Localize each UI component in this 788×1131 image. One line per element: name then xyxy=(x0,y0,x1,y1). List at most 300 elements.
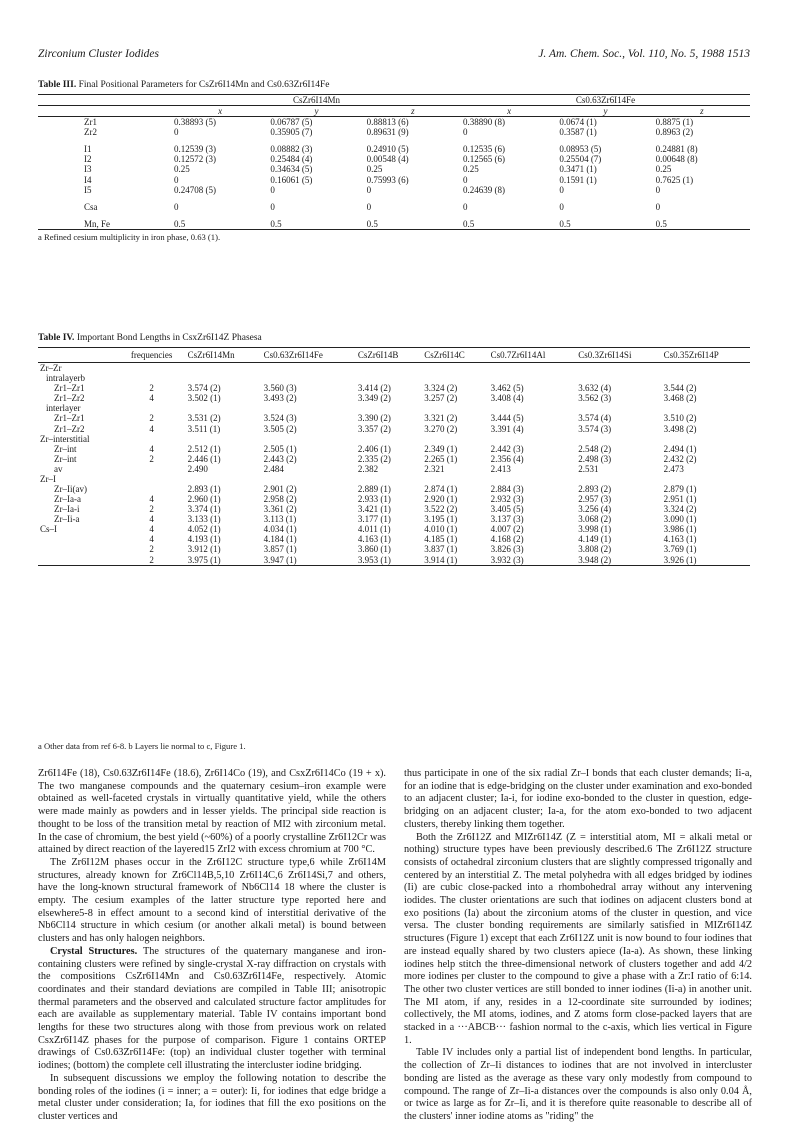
table4-cell xyxy=(576,373,661,383)
table4-cell: 4.163 (1) xyxy=(663,534,697,545)
table3-cell: 0.7625 (1) xyxy=(655,174,694,185)
table4-cell: 3.857 (1) xyxy=(263,544,297,555)
table4-column-head: CsZr6I14B xyxy=(356,348,422,363)
table3-cell: 0.38893 (5) xyxy=(174,117,216,128)
table3-caption xyxy=(38,80,330,90)
table4-row-label xyxy=(38,544,118,554)
table4-cell xyxy=(262,403,356,413)
table3-axis-head: z xyxy=(654,106,750,117)
table3-row xyxy=(38,154,750,164)
table3-cell: 0.00648 (8) xyxy=(655,154,698,165)
table3-group-head: CsZr6I14Mn xyxy=(172,95,461,106)
table4-cell: 3.524 (3) xyxy=(263,413,297,424)
paragraph: thus participate in one of the six radial Zr–I bonds that each cluster demands; Ii-a, for an iodine that is edge-bridging on the cluster under examination and exo-bonded to an adjacent cluster; Ia-i, for iodine exo-bonded to the cluster in question, edge-bridging on an adjacent cluster; Ia-a, for the atom exo-bonded to two adjacent clusters, thereby linking them together. xyxy=(404,768,752,830)
table4-row-label: Zr–Ia-a xyxy=(54,494,81,505)
table4-title: Important Bond Lengths in CsxZr6I14Z Phasesa xyxy=(76,333,262,343)
table3-axis-head: y xyxy=(557,106,653,117)
table4-row xyxy=(38,413,750,423)
table3-gap xyxy=(38,195,750,202)
table4-cell: 3.444 (5) xyxy=(490,413,524,424)
table3-footnote: a Refined cesium multiplicity in iron phase, 0.63 (1). xyxy=(38,232,221,242)
table4-cell: 3.257 (2) xyxy=(424,393,458,404)
table3-row xyxy=(38,219,750,230)
table4-cell: 4.163 (1) xyxy=(357,534,391,545)
table4-frequency: 2 xyxy=(149,504,154,515)
table4-cell: 3.932 (3) xyxy=(489,555,577,566)
table4-cell xyxy=(422,363,488,374)
table4-row-label xyxy=(38,555,118,566)
table4-row xyxy=(38,474,750,484)
table3-cell: 0.16061 (5) xyxy=(270,174,313,185)
table4-row xyxy=(38,424,750,434)
table4-row-label: Zr–Ia-i xyxy=(54,504,80,515)
table4-cell: 2.932 (3) xyxy=(490,494,524,505)
table4-cell: 3.374 (1) xyxy=(187,504,221,515)
table3-cell: 0 xyxy=(559,201,564,212)
table4-row-label: Cs–I xyxy=(40,524,58,535)
table4-row-label: interlayer xyxy=(46,403,81,414)
table4-cell: 3.769 (1) xyxy=(663,544,697,555)
table4-column-head: frequencies xyxy=(118,348,186,363)
table4-cell xyxy=(662,434,750,444)
table4-frequency: 2 xyxy=(149,544,154,555)
table4-cell: 3.256 (4) xyxy=(578,504,612,515)
table3-cell: 0 xyxy=(366,201,372,212)
table4-row xyxy=(38,383,750,393)
table4-row-label: Zr1–Zr1 xyxy=(54,413,85,424)
table4-cell: 2.958 (2) xyxy=(263,494,297,505)
table3-cell: 0.5 xyxy=(557,219,653,230)
table3-cell: 0.24881 (8) xyxy=(655,144,698,155)
table4-cell xyxy=(262,373,356,383)
table4-column-head xyxy=(38,348,118,363)
table4-row xyxy=(38,393,750,403)
table4-cell: 3.531 (2) xyxy=(187,413,221,424)
table3-cell: 0 xyxy=(174,174,179,185)
running-header xyxy=(38,48,750,64)
table4-frequency xyxy=(118,363,186,374)
paragraph: Table IV includes only a partial list of independent bond lengths. In particular, the collection of Zr–Ii distances to iodines that are not involved in intercluster bonding are listed as the average as these vary only modestly from compound to compound. The range of Zr–Ii-a distances over the compounds is also only 0.04 Å, or twice as large as for Zr–Ii, and it is therefore quite reasonable to describe all of the clusters' inner iodine atoms as "riding" the xyxy=(404,1047,752,1122)
table4-cell: 3.510 (2) xyxy=(663,413,697,424)
table4-cell: 3.421 (1) xyxy=(357,504,391,515)
table4-cell xyxy=(662,373,750,383)
running-header-citation: J. Am. Chem. Soc., Vol. 110, No. 5, 1988 1513 xyxy=(538,48,750,60)
table3-atom-label: I4 xyxy=(84,174,92,185)
table3-cell: 0 xyxy=(655,184,661,195)
table3-cell: 0.88813 (6) xyxy=(366,117,409,128)
table4-cell: 2.957 (3) xyxy=(578,494,612,505)
table4-cell: 3.975 (1) xyxy=(186,555,262,566)
table4-cell: 3.574 (2) xyxy=(187,383,221,394)
table3-cell: 0.08953 (5) xyxy=(559,144,602,155)
table4-row xyxy=(38,524,750,534)
table3-row xyxy=(38,164,750,174)
table4-cell: 4.168 (2) xyxy=(490,534,524,545)
table4-cell: 2.413 xyxy=(490,463,511,474)
table4-cell xyxy=(662,403,750,413)
table4-cell xyxy=(489,403,577,413)
table4-cell: 2.473 xyxy=(663,463,684,474)
table4-cell: 3.414 (2) xyxy=(357,383,391,394)
table4-cell: 2.901 (2) xyxy=(263,484,297,495)
table4-cell: 2.951 (1) xyxy=(663,494,697,505)
table4-frequency: 4 xyxy=(149,393,154,404)
table3-cell: 0 xyxy=(462,127,468,138)
table4-cell: 3.826 (3) xyxy=(490,544,524,555)
table4-cell: 3.947 (1) xyxy=(262,555,356,566)
table3-cell: 0.24910 (5) xyxy=(366,144,409,155)
table3-label: Table III. xyxy=(38,80,77,90)
table3-cell: 0.24708 (5) xyxy=(174,184,216,195)
table3-cell: 0 xyxy=(559,184,564,195)
table4-cell: 2.494 (1) xyxy=(663,443,697,454)
table4-cell: 3.321 (2) xyxy=(424,413,458,424)
table3-cell: 0.25504 (7) xyxy=(559,154,602,165)
table4-cell: 3.948 (2) xyxy=(576,555,661,566)
left-column xyxy=(38,768,386,1124)
table4-frequency xyxy=(118,474,186,484)
paragraph-text: The structures of the quaternary manganese and iron-containing clusters were refined by single-crystal X-ray diffraction on crystals with the compositions CsZr6I14Mn and Cs0.63Zr6I14Fe, respectively. Atomic coordinates and their standard deviations are compiled in Table III; anisotropic thermal parameters and the observed and calculated structure factor amplitudes for each are available as supplementary material. Table IV contains important bond lengths for these two structures along with those from previous work on related CsxZr6I14Z phases for the purpose of comparison. Figure 1 contains ORTEP drawings of Cs0.63Zr6I14Fe: (top) an individual cluster together with terminal iodines; (bottom) the complete cell illustrating the intercluster iodine bridging. xyxy=(38,945,387,1072)
table3-cell: 0.5 xyxy=(461,219,557,230)
table4-cell: 4.052 (1) xyxy=(187,524,221,535)
table3-atom-label: I5 xyxy=(84,184,92,195)
table4-row-label: Zr1–Zr2 xyxy=(54,393,85,404)
table4-column-head: Cs0.7Zr6I14Al xyxy=(489,348,577,363)
table4-cell: 3.562 (3) xyxy=(578,393,612,404)
table4-frequency xyxy=(118,434,186,444)
table3-atom-label: I3 xyxy=(84,164,92,175)
table3-title: Final Positional Parameters for CsZr6I14Mn and Cs0.63Zr6I14Fe xyxy=(78,80,330,90)
table3-row xyxy=(38,202,750,212)
table3-cell: 0.8963 (2) xyxy=(655,127,694,138)
table4-cell: 2.512 (1) xyxy=(187,443,221,454)
table4-row-label: intralayerb xyxy=(46,373,85,384)
table4-cell xyxy=(186,403,262,413)
table4-frequency: 4 xyxy=(149,514,154,525)
table4 xyxy=(38,347,750,566)
table3-cell: 0.75993 (6) xyxy=(366,174,409,185)
table4-cell: 3.860 (1) xyxy=(357,544,391,555)
table3-axis-head: y xyxy=(268,106,364,117)
table3-axis-head: x xyxy=(172,106,268,117)
table4-cell: 2.548 (2) xyxy=(578,443,612,454)
table4-cell: 3.391 (4) xyxy=(490,423,524,434)
table4-label: Table IV. xyxy=(38,333,75,343)
table4-cell xyxy=(489,474,577,484)
table4-row-label: av xyxy=(54,463,63,474)
table4-row xyxy=(38,464,750,474)
table3-cell: 0.34634 (5) xyxy=(270,164,313,175)
table4-cell: 2.960 (1) xyxy=(187,494,221,505)
table3-cell: 0 xyxy=(462,174,468,185)
table4-frequency xyxy=(118,403,186,413)
table4-cell: 2.889 (1) xyxy=(357,484,391,495)
table3-atom-label: Mn, Fe xyxy=(38,219,172,230)
table4-row-label: Zr–interstitial xyxy=(40,433,90,444)
table3-cell: 0.25 xyxy=(366,164,383,175)
table3-axis-head: z xyxy=(365,106,461,117)
table3-cell: 0.5 xyxy=(268,219,364,230)
table4-footnote: a Other data from ref 6-8. b Layers lie normal to c, Figure 1. xyxy=(38,741,246,751)
running-header-title: Zirconium Cluster Iodides xyxy=(38,48,159,60)
table4-cell: 3.324 (2) xyxy=(663,504,697,515)
table4-cell: 3.068 (2) xyxy=(578,514,612,525)
table3-row xyxy=(38,127,750,137)
table4-row xyxy=(38,504,750,514)
table4-cell xyxy=(576,363,661,374)
table3-cell: 0 xyxy=(174,127,179,138)
table4-row xyxy=(38,555,750,566)
table4-cell: 2.874 (1) xyxy=(424,484,458,495)
table4-cell: 3.505 (2) xyxy=(263,423,297,434)
table4-cell: 2.484 xyxy=(263,463,284,474)
table4-cell: 2.349 (1) xyxy=(424,443,458,454)
table4-row-label: Zr–Ii-a xyxy=(54,514,80,525)
table3-cell: 0.00548 (4) xyxy=(366,154,409,165)
table3-cell: 0 xyxy=(270,201,275,212)
table3-atom-label: I2 xyxy=(84,154,92,165)
paragraph xyxy=(38,946,386,1073)
table3-cell: 0.25484 (4) xyxy=(270,154,313,165)
table4-cell xyxy=(356,403,422,413)
table3-atom-label: Zr2 xyxy=(84,127,97,138)
table4-cell: 2.382 xyxy=(357,463,379,474)
table4-cell: 3.986 (1) xyxy=(663,524,697,535)
table4-cell: 4.149 (1) xyxy=(578,534,612,545)
table4-cell: 3.137 (3) xyxy=(490,514,524,525)
table3-row xyxy=(38,185,750,195)
table3-cell: 0.24639 (8) xyxy=(462,184,505,195)
table3-cell: 0 xyxy=(366,184,372,195)
table3-atom-label: I1 xyxy=(84,144,92,155)
table3-cell: 0.35905 (7) xyxy=(270,127,313,138)
table4-cell: 2.406 (1) xyxy=(357,443,391,454)
table4-cell xyxy=(422,403,488,413)
table4-cell: 3.133 (1) xyxy=(187,514,221,525)
table4-cell xyxy=(186,474,262,484)
table4-cell: 4.184 (1) xyxy=(263,534,297,545)
paragraph: In subsequent discussions we employ the following notation to describe the bonding roles of the iodines (i = inner; a = outer): Ii, for iodines that edge bridge a metal cluster under consideration; Ia, for iodines that fill the exo positions on the cluster vertices and xyxy=(38,1072,386,1122)
table4-cell: 2.884 (3) xyxy=(490,484,524,495)
gap-cell xyxy=(38,195,172,202)
table4-cell: 3.574 (4) xyxy=(578,413,612,424)
table4-cell xyxy=(186,434,262,444)
table4-cell: 2.335 (2) xyxy=(357,453,391,464)
table4-cell: 3.270 (2) xyxy=(424,423,458,434)
table4-cell: 3.361 (2) xyxy=(263,504,297,515)
table3-cell: 0.5 xyxy=(654,219,750,230)
table4-row xyxy=(38,534,750,544)
table4-row-label xyxy=(38,534,118,544)
gap-cell xyxy=(38,212,172,219)
table4-cell xyxy=(422,474,488,484)
table3-cell: 0.1591 (1) xyxy=(559,174,597,185)
table4-row-label: Zr–int xyxy=(54,453,77,464)
table4-row xyxy=(38,403,750,413)
table4-cell: 4.193 (1) xyxy=(187,534,221,545)
table3-cell: 0.12572 (3) xyxy=(174,154,216,165)
table3-cell: 0 xyxy=(270,184,275,195)
table4-cell: 2.356 (4) xyxy=(490,453,524,464)
table4-cell: 3.498 (2) xyxy=(663,423,697,434)
table3-cell: 0.8875 (1) xyxy=(655,117,694,128)
table4-frequency: 4 xyxy=(149,423,154,434)
table3-cell: 0.12565 (6) xyxy=(462,154,505,165)
table3-cell: 0 xyxy=(655,201,661,212)
table4-cell: 3.090 (1) xyxy=(663,514,697,525)
table4-cell xyxy=(186,373,262,383)
table4-cell: 2.920 (1) xyxy=(424,494,458,505)
table4-row xyxy=(38,434,750,444)
table4-cell: 3.808 (2) xyxy=(578,544,612,555)
table4-cell: 2.498 (3) xyxy=(578,453,612,464)
table4-row xyxy=(38,484,750,494)
section-heading: Crystal Structures. xyxy=(50,945,138,957)
table4-cell: 3.195 (1) xyxy=(424,514,458,525)
table3-axis-blank xyxy=(38,106,172,117)
table3-cell: 0.25 xyxy=(462,164,479,175)
table3-cell: 0.25 xyxy=(655,164,672,175)
table4-cell: 3.349 (2) xyxy=(357,393,391,404)
table4-cell: 2.265 (1) xyxy=(424,453,458,464)
table4-row-label: Zr–Ii(av) xyxy=(54,484,87,495)
table4-frequency: 2 xyxy=(149,383,154,394)
table4-cell xyxy=(356,474,422,484)
table4-frequency: 2 xyxy=(149,453,154,464)
table3-gap xyxy=(38,212,750,219)
table4-row xyxy=(38,514,750,524)
table3-row xyxy=(38,175,750,185)
table4-cell xyxy=(356,373,422,383)
table3-gap xyxy=(38,137,750,144)
table4-cell: 3.390 (2) xyxy=(357,413,391,424)
table3-row xyxy=(38,144,750,154)
table3-cell: 0.25 xyxy=(174,164,190,175)
table3-cell: 0 xyxy=(174,201,179,212)
table3-cell: 0.3587 (1) xyxy=(559,127,597,138)
gap-cell xyxy=(38,137,172,144)
table4-cell xyxy=(186,363,262,374)
table3-cell: 0.12535 (6) xyxy=(462,144,505,155)
table3-cell: 0.5 xyxy=(365,219,461,230)
paragraph: The Zr6I12M phases occur in the Zr6I12C structure type,6 while Zr6I14M structures, already known for Zr6Cl14B,5,10 Zr6I14C,6 Zr6I14Si,7 and others, have the long-known structural framework of Nb6Cl14 18 where the cluster is empty. The cesium examples of the latter structure type reported here and elsewhere5-8 in effect amount to a second kind of interstitial derivative of the Nb6Cl14 structure in which cesium (or another alkali metal) is bound between clusters and has only halogen neighbors. xyxy=(38,856,386,945)
table4-cell: 3.511 (1) xyxy=(187,423,221,434)
table4-cell: 2.432 (2) xyxy=(663,453,697,464)
table4-frequency: 2 xyxy=(118,555,186,566)
table4-column-head: Cs0.63Zr6I14Fe xyxy=(262,348,356,363)
table4-cell: 2.893 (1) xyxy=(187,484,221,495)
table4-cell: 2.531 xyxy=(578,463,599,474)
table3-cell: 0.08882 (3) xyxy=(270,144,313,155)
table4-row-label: Zr–int xyxy=(54,443,77,454)
table3-cell: 0.06787 (5) xyxy=(270,117,313,128)
table4-cell xyxy=(576,474,661,484)
table4-cell: 3.405 (5) xyxy=(490,504,524,515)
table4-row xyxy=(38,444,750,454)
table4-cell: 3.998 (1) xyxy=(578,524,612,535)
table4-cell xyxy=(489,434,577,444)
table4-caption xyxy=(38,333,262,343)
table4-cell: 2.443 (2) xyxy=(263,453,297,464)
table4-row-label: Zr1–Zr2 xyxy=(54,423,85,434)
table4-cell xyxy=(662,363,750,374)
table4-cell: 3.560 (3) xyxy=(263,383,297,394)
table4-cell: 2.490 xyxy=(187,463,208,474)
table3-cell: 0.12539 (3) xyxy=(174,144,216,155)
table4-cell xyxy=(489,373,577,383)
table4-frequency: 4 xyxy=(149,534,154,545)
table4-column-head: Cs0.35Zr6I14P xyxy=(662,348,750,363)
table4-cell: 3.177 (1) xyxy=(357,514,391,525)
table3-group-head: Cs0.63Zr6I14Fe xyxy=(461,95,750,106)
table4-cell: 3.493 (2) xyxy=(263,393,297,404)
table4-cell: 2.879 (1) xyxy=(663,484,697,495)
table4-row xyxy=(38,363,750,374)
table4-cell xyxy=(576,403,661,413)
table4-row-label: Zr–Zr xyxy=(40,363,62,374)
table4-cell: 3.953 (1) xyxy=(356,555,422,566)
table4-cell: 3.632 (4) xyxy=(578,383,612,394)
table3-cell: 0.38890 (8) xyxy=(462,117,505,128)
paragraph: Both the Zr6I12Z and MIZr6I14Z (Z = interstitial atom, MI = alkali metal or nothing) structure types have been previously described.6 The Zr6I12Z structure consists of octahedral zirconium clusters that are slightly compressed trigonally and centered by an interstitial Z. The metal polyhedra with all edges bridged by iodines (Ii) are cubic close-packed into a rhombohedral array without any intervening iodides. The cluster orientations are such that iodines on adjacent clusters bond at exo positions (Ia) about the zirconium atoms of the cluster in question, and vice versa. The cluster bonding requirements are similarly satisfied in MIZr6I14Z structures (Figure 1) except that each Zr6I12Z unit is now bound to four iodines that are instead equally shared by two clusters apiece (Ia-a). As shown, these linking iodines help stitch the three-dimensional network of clusters together and add 4/2 more iodines per cluster to the compound to give a phase with a Zr:I ratio of 6:14. The other two cluster vertices are still bonded to inner iodines (Ii-a) in another unit. The MI atom, if any, resides in a 12-coordinate site surrounded by iodines; collectively, the MI atoms, iodines, and Z atoms form close-packed layers that are stacked in a ···ABCB··· fashion normal to the c-axis, which lies vertical in Figure 1. xyxy=(404,831,752,1046)
table4-cell: 2.933 (1) xyxy=(357,494,391,505)
table4-cell: 3.357 (2) xyxy=(357,423,391,434)
table4-frequency xyxy=(118,373,186,383)
table4-cell: 3.502 (1) xyxy=(187,393,221,404)
table4-cell: 3.912 (1) xyxy=(187,544,221,555)
table4-cell xyxy=(262,474,356,484)
table3-cell: 0 xyxy=(462,201,468,212)
table4-cell: 3.837 (1) xyxy=(424,544,458,555)
table3-axis-head: x xyxy=(461,106,557,117)
paragraph: Zr6I14Fe (18), Cs0.63Zr6I14Fe (18.6), Zr6I14Co (19), and CsxZr6I14Co (19 + x). The two manganese compounds and the quaternary cesium–iron example were obtained as well-faceted crystals in virtually quantitative yield, while the others were made mainly as powders and in lesser yields. The principal side reaction is thought to be loss of the transition metal by reaction of MI2 with zirconium metal. In the case of chromium, the best yield (~60%) of a poorly crystalline Zr6I12Cr was attained by direct reaction of the layered15 ZrI2 with excess chromium at 700 °C. xyxy=(38,768,386,856)
table4-column-head: Cs0.3Zr6I14Si xyxy=(576,348,661,363)
table3-cell: 0.3471 (1) xyxy=(559,164,597,175)
table4-cell: 3.544 (2) xyxy=(663,383,697,394)
table4-frequency xyxy=(118,484,186,494)
table4-cell: 3.462 (5) xyxy=(490,383,524,394)
table4-row xyxy=(38,454,750,464)
table4-cell: 2.442 (3) xyxy=(490,443,524,454)
table3 xyxy=(38,94,750,230)
table4-frequency: 4 xyxy=(149,524,154,535)
table4-cell: 4.185 (1) xyxy=(424,534,458,545)
table4-cell: 2.893 (2) xyxy=(578,484,612,495)
table4-cell xyxy=(422,373,488,383)
table4-column-head: CsZr6I14Mn xyxy=(186,348,262,363)
table4-cell xyxy=(356,363,422,374)
table4-cell: 2.446 (1) xyxy=(187,453,221,464)
table4-cell: 3.468 (2) xyxy=(663,393,697,404)
table4-row-label: Zr1–Zr1 xyxy=(54,383,85,394)
table3-cell: 0.5 xyxy=(172,219,268,230)
table4-cell: 3.914 (1) xyxy=(422,555,488,566)
table4-cell: 4.007 (2) xyxy=(490,524,524,535)
table4-cell: 3.408 (4) xyxy=(490,393,524,404)
table4-row-label: Zr–I xyxy=(40,473,56,484)
table4-cell: 4.011 (1) xyxy=(357,524,391,535)
table4-cell xyxy=(262,363,356,374)
table4-cell: 4.010 (1) xyxy=(424,524,458,535)
right-column xyxy=(404,768,752,1124)
table4-cell: 4.034 (1) xyxy=(263,524,297,535)
table4-cell: 3.574 (3) xyxy=(578,423,612,434)
table4-cell xyxy=(662,474,750,484)
table4-cell: 3.926 (1) xyxy=(662,555,750,566)
table4-cell: 2.321 xyxy=(424,463,445,474)
table3-cell: 0.89631 (9) xyxy=(366,127,409,138)
table4-cell: 3.324 (2) xyxy=(424,383,458,394)
